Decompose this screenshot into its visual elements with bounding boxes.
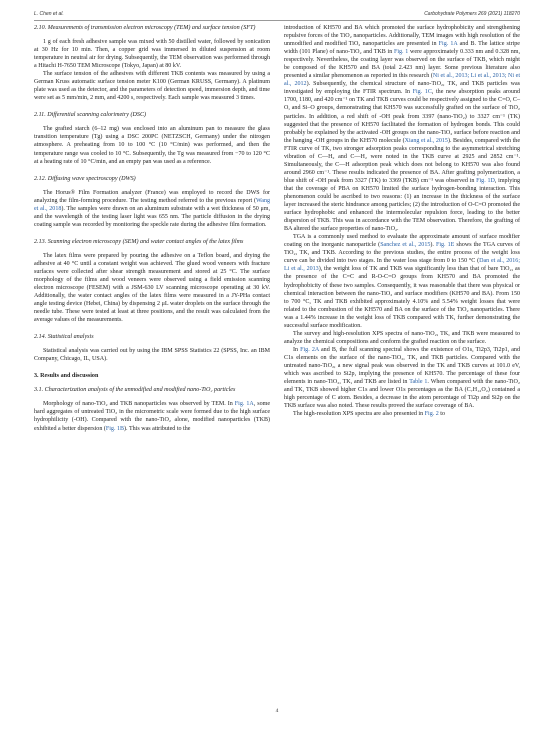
section-heading-2-12: 2.12. Diffusing wave spectroscopy (DWS) <box>34 175 136 182</box>
section-heading-2-10: 2.10. Measurements of transmission electron microscopy (TEM) and surface tension (SFT) <box>34 25 256 31</box>
figure-link[interactable]: Fig. 1D <box>476 177 495 184</box>
header-rule <box>34 20 520 21</box>
section-heading-2-11: 2.11. Differential scanning calorimetry (DSC) <box>34 112 147 119</box>
section-heading-2-14: 2.14. Statistical analysis <box>34 334 94 341</box>
figure-link[interactable]: Fig. 1C <box>412 89 432 96</box>
citation-link[interactable]: Dan et al., 2016; Li et al., 2013 <box>284 258 520 273</box>
paragraph: The grafted starch (6–12 mg) was enclosed into an aluminum pan to measure the glass transition temperature (Tg) using a DSC 200PC (NETZSCH, Germany) under the nitrogen atmosphere. A preheating from 10 to 100 °C (10 °C/min) was performed, and then the temperature range was cooled to 10 °C. Subsequently, the Tg was measured from −70 to 120 °C at a heating rate of 10 °C/min, and an empty pan was used as a reference. <box>34 126 270 165</box>
section-heading-3: 3. Results and discussion <box>34 373 99 380</box>
paragraph: TGA is a commonly used method to evaluate the approximate amount of surface modifier coating on the inorganic nanoparticle (Sanchez et al., 2015). Fig. 1E shows the TGA curves of TiO₂, TK, and TKB. According to the previous studies, the entire process of the weight loss curve can be divided into two stages. In the water loss stage from 0 to 150 °C (Dan et al., 2016; Li et al., 2013), the weight loss of TK and TKB was significantly less than that of bare TiO₂, as the presence of the C=C and R-O-C=O groups from KH570 and BA promoted the hydrophobicity of these two samples. Consequently, it was reasonable that there was physical or chemical interaction between the nano-TiO₂ and surface modifiers (KH570 and BA). From 150 to 700 °C, TK and TKB exhibited approximately 4.10% and 5.54% weight losses that were related to the combustion of the KH570 and BA on the surface of the TiO₂ nanoparticles. There was a 1.44% increase in the weight loss of TKB compared with TK, further demonstrating the successful surface modification. <box>284 234 520 329</box>
section-heading-3-1: 3.1. Characterization analysis of the unmodified and modified nano-TiO₂ particles <box>34 387 236 394</box>
paragraph: 1 g of each fresh adhesive sample was mixed with 50 distilled water, followed by sonication at 30 Hz for 10 min. Then, a copper grid was immersed in diluted suspension at room temperature in neutral air for drying. Subsequently, the TEM observation was performed through a Hitachi H-7650 TEM Microscope (Tokyo, Japan) at 80 kV. <box>34 39 270 70</box>
paragraph: The high-resolution XPS spectra are also presented in Fig. 2 to <box>293 411 445 418</box>
paragraph: In Fig. 2A and B, the full scanning spectral shows the existence of O1s, Ti2p3, Ti2p1, and C1s elements on the surface of the nano-TiO₂, TK, and TKB particles. Compared with the untreated nano-TiO₂, a new signal peak was observed in the TK and TKB curves at 101.0 eV, which was ascribed to Si2p, implying the presence of KH570. The percentage of these four elements in nano-TiO₂, TK, and TKB are listed in Table 1. When compared with the nano-TiO₂ and TK, TKB showed higher C1s and lower O1s percentages as the BA (C₇H₁₂O₂) contained a high percentage of C atom. Besides, a decrease in the atom percentage of Ti2p and Si2p on the TKB surface was also noted. These results proved the surface coverage of BA. <box>284 346 520 410</box>
table-link[interactable]: Table 1 <box>409 379 428 386</box>
paragraph: Morphology of nano-TiO₂ and TKB nanoparticles was observed by TEM. In Fig. 1A, some hard aggregates of untreated TiO₂ in the micrometric scale were formed due to the high surface hydrophilicity (-OH). Compared with the nano-TiO₂ alone, modified nanoparticles (TKB) exhibited a better dispersion (Fig. 1B). This was attributed to the <box>34 401 270 432</box>
figure-link[interactable]: Fig. 1 <box>393 49 409 56</box>
figure-link[interactable]: Fig. 1A <box>438 41 458 48</box>
figure-link[interactable]: Fig. 2A <box>300 346 319 353</box>
citation-link[interactable]: Wang et al., 2018 <box>34 197 270 212</box>
paragraph: introduction of KH570 and BA which promoted the surface hydrophobicity and strengthening repulsive forces of the TiO₂ nanoparticles. Additionally, TEM images with high resolution of the unmodified and modified TiO₂ nanoparticles are presented in Fig. 1A and B. The lattice stripe width (101 Plane) of nano-TiO₂ and TKB in Fig. 1 were approximately 0.333 nm and 0.328 nm, respectively. Nevertheless, the coating layer was observed on the surface of TKB, which might be composed of the KH570 and BA (total 2.423 nm) layer. Some previous literature also presented a similar phenomenon as reported in this research (Ni et al., 2013; Li et al., 2013; Ni et al., 2012). Subsequently, the chemical structure of nano-TiO₂, TK, and TKB particles was investigated by employing the FTIR spectrum. In Fig. 1C, the new absorption peaks around 1700, 1180, and 420 cm⁻¹ on TK and TKB curves could be respectively assigned to the C=O, C–O, and Si–O groups, demonstrating that KH570 was successfully grafted on the surface of TiO₂ particles. In addition, a red shift of -OH peak from 3397 (nano-TiO₂) to 3327 cm⁻¹ (TK) suggested that the presence of KH570 facilitated the formation of hydrogen bonds. This could probably be explained by the activated -OH groups on the nano-TiO₂ surface before reaction and the hanging -OH groups in the KH570 molecule (Xiang et al., 2015). Besides, compared with the FTIR curve of TK, two stronger adsorption peaks corresponding to the asymmetrical stretching vibration of C—H₂ and C—H₂ were noted in the TKB curve at 2925 and 2852 cm⁻¹. Simultaneously, the C—H adsorption peak which does not belong to KH570 was also found around 2960 cm⁻¹. These results indicated the presence of BA. After grafting polymerization, a blue shift of -OH peak from 3327 (TK) to 3369 (TKB) cm⁻¹ was observed in Fig. 1D, implying that the coverage of PBA on KH570 limited the surface hydrogen-bonding interaction. This phenomenon could be ascribed to two reasons: (1) an increase in the thickness of the surface layer increased the steric hindrance among particles; (2) the introduction of O-C=O promoted the surface hydrophobic and enhanced the intermolecular repulsion force, leading to the better dispersion of TKB. This was in accordance with the TEM observation. Therefore, the grafting of BA altered the surface properties of nano-TiO₂. <box>284 25 520 233</box>
paragraph: The latex films were prepared by pouring the adhesive on a Teflon board, and drying the adhesive at 40 °C until a constant weight was achieved. The glued wood veneers with fracture surfaces were collected after shear strength measurement and stored at 25 °C. The surface morphology of the films and wood veneers were observed using a field emission scanning electron microscope (FESEM) with a JSM-630 LV scanning microscope operating at 30 kV. Additionally, the water contact angles of the latex films were measured in a JY-PHa contact angle testing device (Hebei, China) by dispensing 2 μL water droplets on the surface through the needle tube. These were tested at least at three positions, and the result was calculated from the average values of the measurements. <box>34 252 270 324</box>
paragraph: The Horus® Film Formation analyzer (France) was employed to record the DWS for analyzing the film-forming procedure. The testing method referred to the previous report (Wang et al., 2018). The samples were drawn on an aluminum substrate with a wet thickness of 50 μm, and the wavelength of the testing laser light was 655 nm. The particle diffusion in the drying coating sample was recorded by monitoring the speckle rate during the adhesive film formation. <box>34 189 270 228</box>
paragraph: The survey and high-resolution XPS spectra of nano-TiO₂, TK, and TKB were measured to analyze the chemical compositions and conform the grafted reaction on the surface. <box>284 330 520 345</box>
citation-link[interactable]: Xiang et al., 2015 <box>404 137 448 144</box>
left-column <box>34 24 270 433</box>
figure-link[interactable]: Fig. 1A <box>234 401 254 408</box>
paragraph: Statistical analysis was carried out by using the IBM SPSS Statistics 22 (SPSS, Inc. an IBM Company, Chicago, IL, USA). <box>34 348 270 363</box>
citation-link[interactable]: Sanchez et al., 2015 <box>380 242 431 249</box>
page-number: 4 <box>275 708 279 714</box>
citation-link[interactable]: Ni et al., 2013; Li et al., 2013; Ni et al., 2012 <box>284 73 520 88</box>
header-journal[interactable]: Carbohydrate Polymers 269 (2021) 118270 <box>424 11 520 17</box>
figure-link[interactable]: Fig. 2 <box>424 411 439 418</box>
figure-link[interactable]: Fig. 1E <box>435 242 455 249</box>
right-column <box>284 24 520 418</box>
section-heading-2-13: 2.13. Scanning electron microscopy (SEM) and water contact angles of the latex films <box>34 238 244 245</box>
paragraph: The surface tension of the adhesives with different TKB contents was measured by using a German Kruss automatic surface tension meter K100 (German KRUSS, Germany). A platinum plate was used as the detector, and the parameters of detection speed, immersion depth, and time were set as 5 mm/min, 2 mm, and 4200 s, respectively. Each sample was measured 3 times. <box>34 71 270 102</box>
header-authors: L. Chen et al. <box>34 11 64 17</box>
figure-link[interactable]: Fig. 1B <box>105 425 125 432</box>
